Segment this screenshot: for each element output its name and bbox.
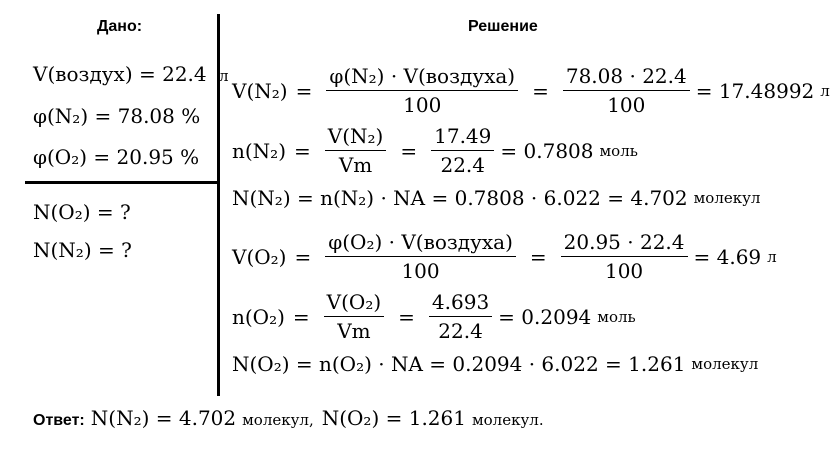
horizontal-divider [25, 181, 218, 184]
given-header: Дано: [97, 18, 143, 35]
equation-molecules-o2: N(O₂) = n(O₂) · NA = 0.2094 · 6.022 = 1.261 молекул [232, 352, 759, 376]
equation-molecules-n2: N(N₂) = n(N₂) · NA = 0.7808 · 6.022 = 4.702 молекул [232, 186, 761, 210]
equation-volume-n2: V(N₂) = $\frac{\text{φ(N₂) · V(воздуха)}}{100}$ = $\frac{78.08 \cdot 22.4}{100}$ = 17.48992 л [232, 64, 830, 117]
equation-volume-o2: V(O₂) = $\frac{\text{φ(O₂) · V(воздуха)}}{100}$ = $\frac{20.95 \cdot 22.4}{100}$ = 4.69 л [232, 230, 777, 283]
find-n-n2: N(N₂) = ? [33, 238, 132, 262]
answer-line: Ответ: N(N₂) = 4.702 молекул, N(O₂) = 1.261 молекул. [33, 406, 544, 430]
given-volume-air: V(воздух) = 22.4 л [33, 62, 229, 86]
given-phi-n2: φ(N₂) = 78.08 % [33, 104, 201, 128]
given-phi-o2: φ(O₂) = 20.95 % [33, 145, 200, 169]
solution-header: Решение [468, 18, 538, 35]
equation-moles-o2: n(O₂) = $\frac{\text{V(O₂)}}{Vm}$ = $\frac{4.693}{22.4}$ = 0.2094 моль [232, 290, 636, 343]
answer-o2: N(O₂) = 1.261 [321, 406, 466, 430]
answer-label: Ответ: [33, 412, 85, 429]
equation-moles-n2: n(N₂) = $\frac{\text{V(N₂)}}{Vm}$ = $\frac{17.49}{22.4}$ = 0.7808 моль [232, 124, 638, 177]
find-n-o2: N(O₂) = ? [33, 200, 131, 224]
answer-n2: N(N₂) = 4.702 [90, 406, 237, 430]
